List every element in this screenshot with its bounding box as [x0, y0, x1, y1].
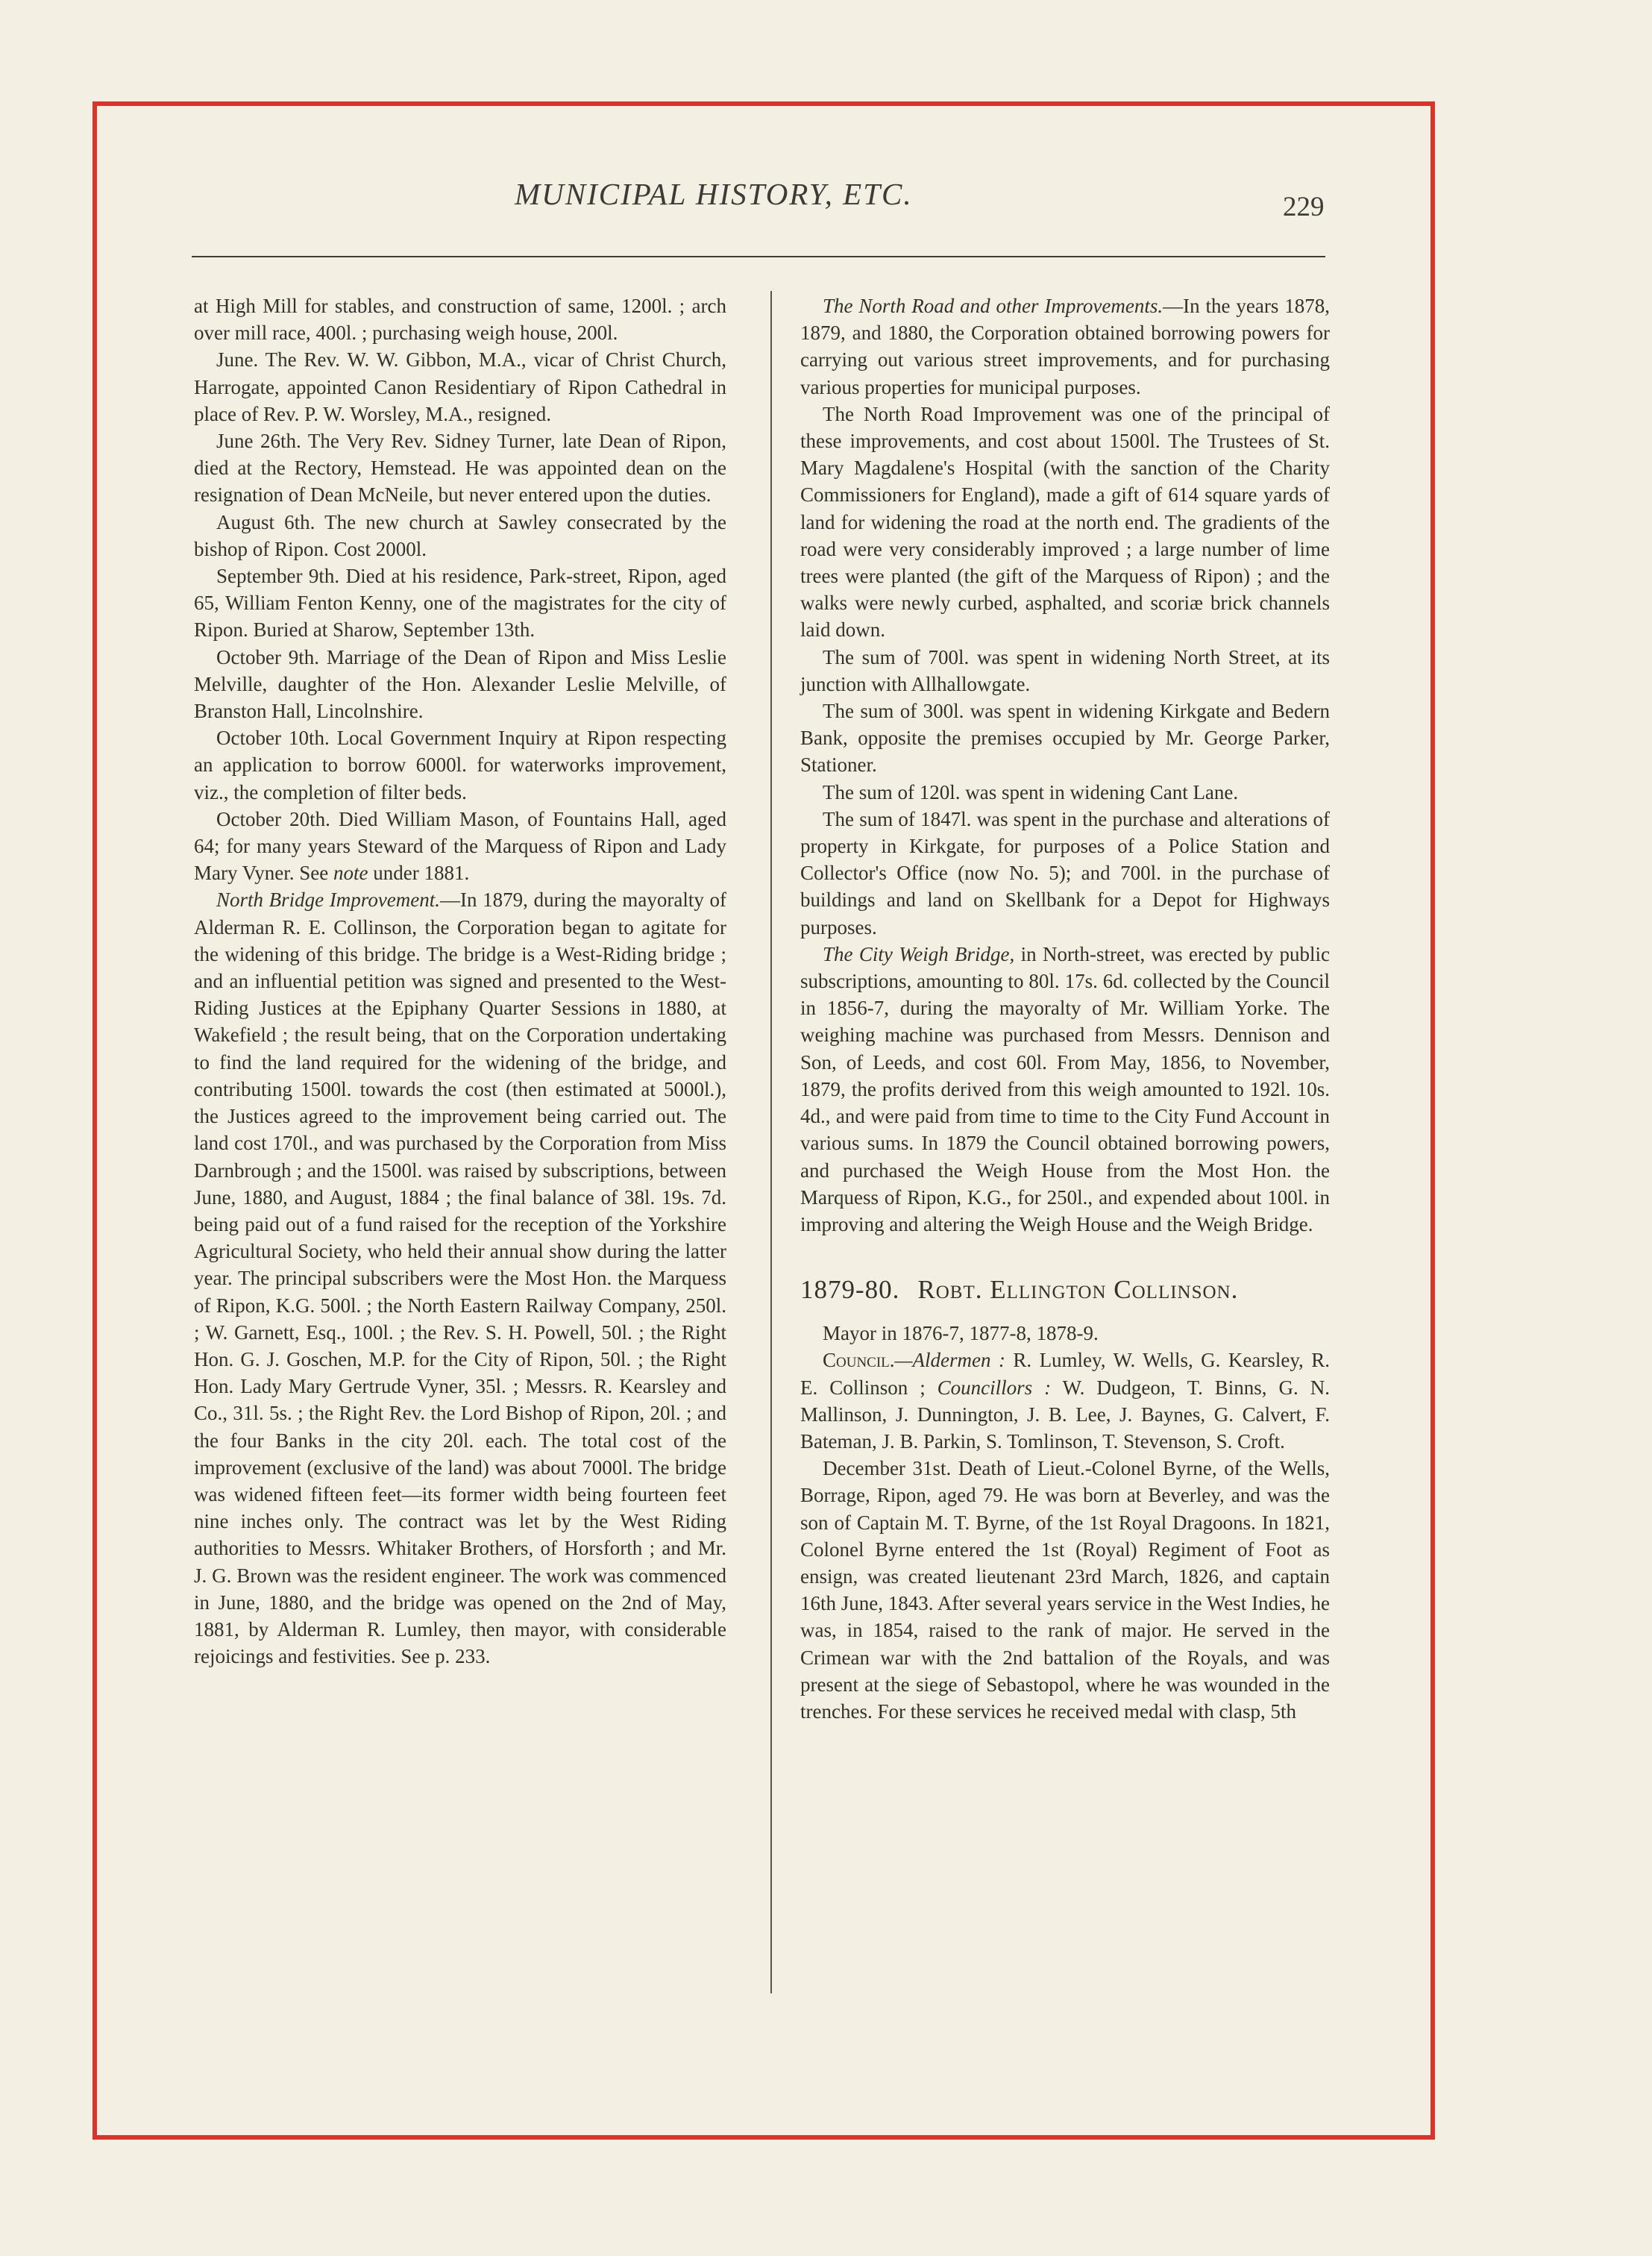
right-column [800, 292, 1330, 1725]
paragraph: October 9th. Marriage of the Dean of Ripon and Miss Leslie Melville, daughter of the Hon. Alexander Leslie Melville, of Branston Hall, Lincolnshire. [194, 645, 726, 723]
paragraph-text: October 20th. Died William Mason, of Fountains Hall, aged 64; for many years Steward of the Marquess of Ripon and Lady Mary Vyner. See [194, 807, 726, 885]
paragraph: The sum of 700l. was spent in widening North Street, at its junction with Allhallowgate. [800, 645, 1330, 695]
paragraph: The sum of 120l. was spent in widening Cant Lane. [823, 780, 1239, 803]
paragraph-text: under 1881. [373, 862, 470, 885]
aldermen-label: —Aldermen : [894, 1349, 1005, 1372]
council-paragraph [800, 1347, 1330, 1455]
paragraph: August 6th. The new church at Sawley consecrated by the bishop of Ripon. Cost 2000l. [194, 510, 726, 560]
mayoralty-heading [800, 1273, 1330, 1306]
paragraph: September 9th. Died at his residence, Park-street, Ripon, aged 65, William Fenton Kenny, one of the magistrates for the city of Ripon. Buried at Sharow, September 13th. [194, 565, 726, 642]
paragraph: The North Road Improvement was one of the principal of these improvements, and cost about 1500l. The Trustees of St. Mary Magdalene's Hospital (with the sanction of the Charity Commissioners for England), made a gift of 614 square yards of land for widening the road at the north end. The gradients of the road were very considerably improved ; a large number of lime trees were planted (the gift of the Marquess of Ripon) ; and the walks were newly curbed, asphalted, and scoriæ brick channels laid down. [800, 402, 1330, 642]
council-label: Council. [823, 1349, 895, 1372]
section-subtitle: The North Road and other Improvements. [823, 295, 1163, 317]
section-subtitle: The City Weigh Bridge, [823, 942, 1015, 965]
paragraph-text: —In 1879, during the mayoralty of Alderman R. E. Collinson, the Corporation began to agitate for the widening of this bridge. The bridge is a West-Riding bridge ; and an influential petition was signed and presented to the West-Riding Justices at the Epiphany Quarter Sessions in 1880, at Wakefield ; the result being, that on the Corporation undertaking to find the land required for the widening of the bridge, and contributing 1500l. towards the cost (then estimated at 5000l.), the Justices agreed to the improvement being carried out. The land cost 170l., and was purchased by the Corporation from Miss Darnbrough ; and the 1500l. was raised by subscriptions, between June, 1880, and August, 1884 ; the final balance of 38l. 19s. 7d. being paid out of a fund raised for the reception of the Yorkshire Agricultural Society, who held their annual show during the latter year. The principal subscribers were the Most Hon. the Marquess of Ripon, K.G. 500l. ; the North Eastern Railway Company, 250l. ; W. Garnett, Esq., 100l. ; the Rev. S. H. Powell, 50l. ; the Right Hon. G. J. Goschen, M.P. for the City of Ripon, 50l. ; the Right Hon. Lady Mary Gertrude Vyner, 35l. ; Messrs. R. Kearsley and Co., 31l. 5s. ; the Right Rev. the Lord Bishop of Ripon, 20l. ; and the four Banks in the city 20l. each. The total cost of the improvement (exclusive of the land) was about 7000l. The bridge was widened fifteen feet—its former width being fourteen feet nine inches only. The contract was let by the West Riding authorities to Messrs. Whitaker Brothers, of Horsforth ; and Mr. J. G. Brown was the resident engineer. The work was commenced in June, 1880, and the bridge was opened on the 2nd of May, 1881, by Alderman R. Lumley, then mayor, with considerable rejoicings and festivities. See p. 233. [194, 889, 726, 1668]
paragraph [800, 941, 1330, 1238]
paragraph-text: —In the years 1878, 1879, and 1880, the Corporation obtained borrowing powers for carrying out various street improvements, and for purchasing various properties for municipal purposes. [800, 295, 1330, 398]
paragraph-text: in North-street, was erected by public subscriptions, amounting to 80l. 17s. 6d. collected by the Council in 1856-7, during the mayoralty of Mr. William Yorke. The weighing machine was purchased from Messrs. Dennison and Son, of Leeds, and cost 60l. From May, 1856, to November, 1879, the profits derived from this weigh amounted to 192l. 10s. 4d., and were paid from time to time to the City Fund Account in various sums. In 1879 the Council obtained borrowing powers, and purchased the Weigh House from the Most Hon. the Marquess of Ripon, K.G., for 250l., and expended about 100l. in improving and altering the Weigh House and the Weigh Bridge. [800, 942, 1331, 1235]
paragraph: The sum of 300l. was spent in widening Kirkgate and Bedern Bank, opposite the premises occupied by Mr. George Parker, Stationer. [800, 700, 1330, 777]
note-link: note [333, 862, 368, 885]
paragraph: June 26th. The Very Rev. Sidney Turner, late Dean of Ripon, died at the Rectory, Hemstead. He was appointed dean on the resignation of Dean McNeile, but never entered upon the duties. [194, 430, 726, 507]
page-number: 229 [1283, 192, 1325, 222]
paragraph: Mayor in 1876-7, 1877-8, 1878-9. [823, 1322, 1099, 1345]
heading-mayor-name: Robt. Ellington Collinson. [917, 1275, 1239, 1305]
running-header-title: MUNICIPAL HISTORY, ETC. [515, 177, 913, 211]
paragraph: June. The Rev. W. W. Gibbon, M.A., vicar of Christ Church, Harrogate, appointed Canon Residentiary of Ripon Cathedral in place of Rev. P. W. Worsley, M.A., resigned. [194, 348, 726, 425]
column-divider [770, 291, 772, 1993]
councillors-list: W. Dudgeon, T. Binns, G. N. Mallinson, J. Dunnington, J. B. Lee, J. Baynes, G. Calvert, F. Bateman, J. B. Parkin, S. Tomlinson, T. Stevenson, S. Croft. [800, 1376, 1330, 1453]
left-column [194, 292, 726, 1670]
paragraph [194, 886, 726, 1670]
paragraph [194, 806, 726, 887]
paragraph: at High Mill for stables, and construction of same, 1200l. ; arch over mill race, 400l. ; purchasing weigh house, 200l. [194, 295, 726, 345]
paragraph [800, 292, 1330, 401]
header-rule [192, 256, 1325, 257]
paragraph: December 31st. Death of Lieut.-Colonel Byrne, of the Wells, Borrage, Ripon, aged 79. He was born at Beverley, and was the son of Captain M. T. Byrne, of the 1st Royal Dragoons. In 1821, Colonel Byrne entered the 1st (Royal) Regiment of Foot as ensign, was created lieutenant 23rd March, 1826, and captain 16th June, 1843. After several years service in the West Indies, he was, in 1854, raised to the rank of major. He served in the Crimean war with the 2nd battalion of the Royals, and was present at the siege of Sebastopol, where he was wounded in the trenches. For these services he received medal with clasp, 5th [800, 1457, 1330, 1723]
councillors-label: Councillors : [937, 1376, 1052, 1399]
aldermen-list: R. Lumley, W. Wells, G. Kearsley, R. E. Collinson ; [800, 1349, 1330, 1399]
paragraph: The sum of 1847l. was spent in the purchase and alterations of property in Kirkgate, for purposes of a Police Station and Collector's Office (now No. 5); and 700l. in the purchase of buildings and land on Skellbank for a Depot for Highways purposes. [800, 807, 1330, 939]
paragraph: October 10th. Local Government Inquiry at Ripon respecting an application to borrow 6000l. for waterworks improvement, viz., the completion of filter beds. [194, 727, 726, 803]
section-subtitle: North Bridge Improvement. [216, 889, 441, 912]
heading-years: 1879-80. [800, 1275, 900, 1305]
